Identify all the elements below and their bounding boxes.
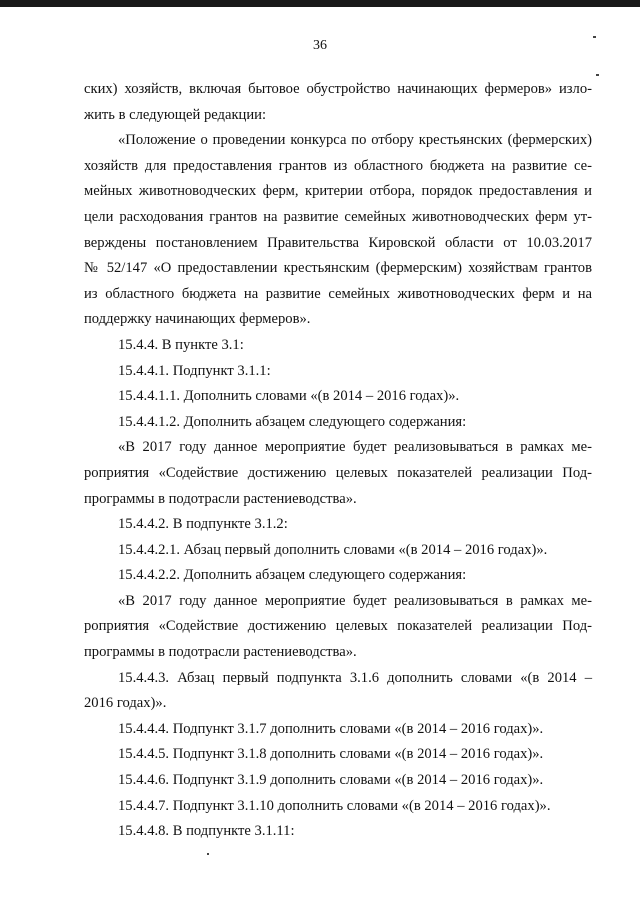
page-number: 36 <box>313 38 327 53</box>
text-line: ских) хозяйств, включая бытовое обустройство начинающих фермеров» изло- <box>84 81 592 97</box>
scan-speck <box>593 36 596 38</box>
text-line: жить в следующей редакции: <box>84 106 267 123</box>
text-line: 15.4.4.2. В подпункте 3.1.2: <box>118 516 288 533</box>
text-line: 2016 годах)». <box>84 695 167 712</box>
text-line: 15.4.4.6. Подпункт 3.1.9 дополнить словами «(в 2014 – 2016 годах)». <box>118 772 544 789</box>
text-line: № 52/147 «О предоставлении крестьянским (фермерским) хозяйствам грантов <box>84 260 592 277</box>
text-line: мейных животноводческих ферм, критерии отбора, порядок предоставления и <box>84 183 592 200</box>
text-line: 15.4.4.8. В подпункте 3.1.11: <box>118 823 295 840</box>
text-line: 15.4.4.1.1. Дополнить словами «(в 2014 – 2016 годах)». <box>118 388 460 405</box>
document-body <box>84 77 592 845</box>
text-line: 15.4.4.1.2. Дополнить абзацем следующего содержания: <box>118 413 467 430</box>
text-line: верждены постановлением Правительства Кировской области от 10.03.2017 <box>84 234 592 251</box>
text-line: роприятия «Содействие достижению целевых показателей реализации Под- <box>84 464 592 481</box>
text-line: 15.4.4.2.2. Дополнить абзацем следующего содержания: <box>118 567 467 584</box>
text-line: 15.4.4.4. Подпункт 3.1.7 дополнить словами «(в 2014 – 2016 годах)». <box>118 720 544 737</box>
text-line: 15.4.4.3. Абзац первый подпункта 3.1.6 дополнить словами «(в 2014 – <box>118 669 592 686</box>
text-line: цели расходования грантов на развитие семейных животноводческих ферм ут- <box>84 208 592 225</box>
text-line: «Положение о проведении конкурса по отбору крестьянских (фермерских) <box>118 132 592 149</box>
text-line: 15.4.4.7. Подпункт 3.1.10 дополнить словами «(в 2014 – 2016 годах)». <box>118 797 551 814</box>
scan-speck <box>207 853 209 855</box>
text-line: программы в подотрасли растениеводства». <box>84 644 357 661</box>
text-line: 15.4.4.1. Подпункт 3.1.1: <box>118 362 271 379</box>
text-line: 15.4.4.5. Подпункт 3.1.8 дополнить словами «(в 2014 – 2016 годах)». <box>118 746 544 763</box>
text-line: из областного бюджета на развитие семейных животноводческих ферм и на <box>84 285 592 302</box>
scan-speck <box>596 74 599 76</box>
text-line: хозяйств для предоставления грантов из областного бюджета на развитие се- <box>84 157 592 174</box>
text-line: роприятия «Содействие достижению целевых показателей реализации Под- <box>84 618 592 635</box>
text-line: поддержку начинающих фермеров». <box>84 311 311 328</box>
text-line: программы в подотрасли растениеводства». <box>84 490 357 507</box>
text-line: «В 2017 году данное мероприятие будет реализовываться в рамках ме- <box>118 439 592 456</box>
text-line: 15.4.4. В пункте 3.1: <box>118 336 244 353</box>
text-line: «В 2017 году данное мероприятие будет реализовываться в рамках ме- <box>118 592 592 609</box>
scan-top-border <box>0 0 640 7</box>
text-line: 15.4.4.2.1. Абзац первый дополнить словами «(в 2014 – 2016 годах)». <box>118 541 548 558</box>
